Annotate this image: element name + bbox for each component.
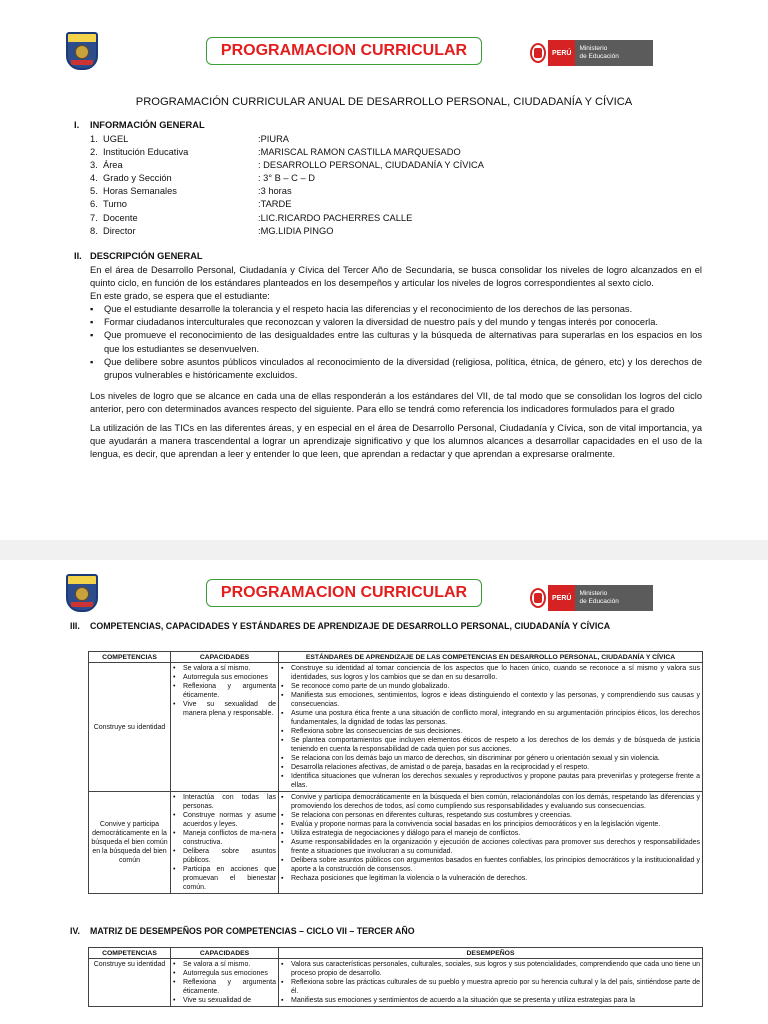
bullet-icon: •	[173, 997, 176, 1004]
info-label: 5. Horas Semanales	[90, 186, 177, 197]
table-row	[89, 959, 703, 1007]
info-row	[90, 198, 484, 211]
bullet-icon: ▪	[281, 683, 284, 690]
desempeno-item: ▪ Manifiesta sus emociones y sentimientos de acuerdo a la situación que se presenta y utiliza estrategias para la	[281, 997, 635, 1004]
capacidad-item: • Se valora a sí mismo.	[173, 665, 251, 672]
bullet-icon: ▪	[90, 317, 94, 328]
bullet-icon: ▪	[281, 764, 284, 771]
bullet-icon: ▪	[281, 794, 284, 801]
bullet-icon: ▪	[281, 812, 284, 819]
bullet-icon: ▪	[281, 857, 284, 864]
info-label: 1. UGEL	[90, 134, 129, 144]
estandar-item: ▪ Delibera sobre asuntos públicos con argumentos basados en fuentes confiables, los principios democráticos y la institucionalidad y aporte a la construcción de consensos.	[281, 857, 700, 873]
capacidad-item: • Vive su sexualidad de manera plena y responsable.	[173, 701, 276, 717]
desempenos-cell	[279, 959, 703, 1007]
capacidades-cell	[171, 792, 279, 894]
info-value: :MARISCAL RAMON CASTILLA MARQUESADO	[258, 147, 461, 158]
info-row	[90, 159, 484, 172]
bullet-icon: ▪	[281, 997, 284, 1004]
bullet-icon: ▪	[90, 330, 94, 341]
school-crest-icon	[66, 574, 98, 612]
capacidad-item: • Reflexiona y argumenta éticamente.	[173, 683, 276, 699]
section-1-title: I. INFORMACIÓN GENERAL	[74, 120, 205, 130]
col-header-desempenos: DESEMPEÑOS	[279, 948, 703, 959]
bullet-icon: ▪	[281, 773, 284, 780]
info-label: 3. Área	[90, 160, 123, 171]
col-header-capacidades: CAPACIDADES	[171, 652, 279, 663]
estandar-item: ▪ Asume una postura ética frente a una situación de conflicto moral, integrando en su argumentación principios éticos, los derechos fundamentales, la dignidad de todas las personas.	[281, 710, 700, 726]
description-para-2: Los niveles de logro que se alcance en cada una de ellas responderán a los estándares del VII, de tal modo que se consolidan los logros del ciclo anterior, pero con determinados avances respecto del siguiente. Para ello se tendrá como referencia los indicadores formulados para el grado	[90, 391, 702, 415]
bullet-icon: •	[173, 683, 176, 690]
capacidad-item: • Vive su sexualidad de	[173, 997, 251, 1004]
info-value: :TARDE	[258, 199, 292, 210]
info-label: 2. Institución Educativa	[90, 147, 189, 158]
bullet-icon: •	[173, 961, 176, 968]
info-row	[90, 172, 484, 185]
capacidad-item: • Construye normas y asume acuerdos y leyes.	[173, 812, 276, 828]
bullet-icon: ▪	[281, 875, 284, 882]
capacidad-item: • Interactúa con todas las personas.	[173, 794, 276, 810]
bullet-icon: ▪	[281, 728, 284, 735]
bullet-icon: ▪	[281, 979, 284, 986]
bullet-icon: •	[173, 830, 176, 837]
peru-shield-icon	[528, 40, 548, 66]
competencies-table	[88, 651, 703, 894]
capacidad-item: • Autorregula sus emociones	[173, 674, 268, 681]
description-intro: En el área de Desarrollo Personal, Ciudadanía y Cívica del Tercer Año de Secundaria, se busca consolidar los niveles de logro alcanzados en el quinto ciclo, en función de los estándares planteados en los desempeños y articular los niveles de logros correspondientes al sexto ciclo.	[90, 265, 702, 289]
bullet-icon: ▪	[281, 755, 284, 762]
info-row	[90, 225, 484, 238]
estandar-item: ▪ Rechaza posiciones que legitiman la violencia o la vulneración de derechos.	[281, 875, 528, 882]
estandar-item: ▪ Se relaciona con personas en diferentes culturas, respetando sus costumbres y creencias.	[281, 812, 572, 819]
desempeno-item: ▪ Valora sus características personales, culturales, sociales, sus logros y sus potencialidades, comprendiendo que cada uno tiene un proceso propio de desarrollo.	[281, 961, 700, 977]
program-banner: PROGRAMACION CURRICULAR	[206, 579, 482, 607]
bullet-icon: ▪	[281, 961, 284, 968]
description-block	[90, 264, 702, 382]
competencia-cell: Construye su identidad	[89, 959, 171, 1007]
page-gap	[0, 540, 768, 560]
bullet-icon: ▪	[281, 821, 284, 828]
info-label: 4. Grado y Sección	[90, 173, 172, 184]
bullet-icon: ▪	[90, 304, 94, 315]
estandar-item: ▪ Asume responsabilidades en la organización y ejecución de acciones colectivas para promover sus derechos y responsabilidades frente a situaciones que involucran a su comunidad.	[281, 839, 700, 855]
description-bullets	[90, 303, 702, 382]
bullet-icon: ▪	[281, 665, 284, 672]
school-crest-icon	[66, 32, 98, 70]
bullet-icon: •	[173, 979, 176, 986]
program-banner: PROGRAMACION CURRICULAR	[206, 37, 482, 65]
document-title: PROGRAMACIÓN CURRICULAR ANUAL DE DESARROLLO PERSONAL, CIUDADANÍA Y CÍVICA	[135, 96, 633, 108]
logo-ministry-text: Ministerio de Educación	[575, 40, 653, 66]
col-header-estandares: ESTÁNDARES DE APRENDIZAJE DE LAS COMPETENCIAS EN DESARROLLO PERSONAL, CIUDADANÍA Y CÍVICA	[279, 652, 703, 663]
description-lead: En este grado, se espera que el estudiante:	[90, 291, 270, 302]
competencia-cell: Convive y participa democráticamente en la búsqueda el bien común en la búsqueda del bien común	[89, 792, 171, 894]
estandar-item: ▪ Reflexiona sobre las consecuencias de sus decisiones.	[281, 728, 463, 735]
performance-matrix-table	[88, 947, 703, 1007]
bullet-icon: ▪	[90, 356, 94, 367]
bullet-icon: •	[173, 665, 176, 672]
estandar-item: ▪ Se reconoce como parte de un mundo globalizado.	[281, 683, 450, 690]
bullet-icon: ▪	[281, 737, 284, 744]
logo-ministry-text: Ministerio de Educación	[575, 585, 653, 611]
estandar-item: ▪ Identifica situaciones que vulneran los derechos sexuales y reproductivos y propone pautas para prevenirlas y protegerse frente a ellas.	[281, 773, 700, 789]
bullet-icon: ▪	[281, 830, 284, 837]
col-header-capacidades: CAPACIDADES	[171, 948, 279, 959]
info-value: :MG.LIDIA PINGO	[258, 225, 334, 236]
col-header-competencias: COMPETENCIAS	[89, 948, 171, 959]
info-row	[90, 133, 484, 146]
info-label: 6. Turno	[90, 199, 127, 210]
logo-peru-text: PERÚ	[548, 40, 575, 66]
estandar-item: ▪ Convive y participa democráticamente en la búsqueda el bien común, relacionándolas con los demás, respetando las diferencias y promoviendo los derechos de todos, así como cumpliendo sus responsabilidades y evaluando sus consecuencias.	[281, 794, 700, 810]
info-row	[90, 146, 484, 159]
info-value: :3 horas	[258, 186, 292, 197]
info-label: 7. Docente	[90, 212, 138, 223]
logo-peru-text: PERÚ	[548, 585, 575, 611]
bullet-icon: •	[173, 866, 176, 873]
bullet-icon: •	[173, 794, 176, 801]
info-value: :PIURA	[258, 134, 289, 144]
table-row	[89, 792, 703, 894]
peru-shield-icon	[528, 585, 548, 611]
ministry-logo	[528, 40, 653, 66]
ministry-logo	[528, 585, 653, 611]
section-4-title: IV. MATRIZ DE DESEMPEÑOS POR COMPETENCIAS – CICLO VII – TERCER AÑO	[70, 926, 415, 936]
info-row	[90, 212, 484, 225]
estandar-item: ▪ Desarrolla relaciones afectivas, de amistad o de pareja, basadas en la reciprocidad y el respeto.	[281, 764, 590, 771]
col-header-competencias: COMPETENCIAS	[89, 652, 171, 663]
estandar-item: ▪ Utiliza estrategia de negociaciones y diálogo para el manejo de conflictos.	[281, 830, 521, 837]
capacidad-item: • Delibera sobre asuntos públicos.	[173, 848, 276, 864]
estandar-item: ▪ Evalúa y propone normas para la convivencia social basadas en los principios democráticos y en la legislación vigente.	[281, 821, 661, 828]
estandar-item: ▪ Manifiesta sus emociones, sentimientos, logros e ideas distinguiendo el contexto y las personas, y comprendiendo sus causas y consecuencias.	[281, 692, 700, 708]
estandar-item: ▪ Se relaciona con los demás bajo un marco de derechos, sin discriminar por género u orientación sexual y sin violencia.	[281, 755, 660, 762]
estandar-item: ▪ Se plantea comportamientos que incluyen elementos éticos de respeto a los derechos de los demás y de búsqueda de justicia teniendo en cuenta la responsabilidad de cada quien por sus acciones.	[281, 737, 700, 753]
bullet-icon: •	[173, 812, 176, 819]
capacidad-item: • Maneja conflictos de ma-nera constructiva.	[173, 830, 276, 846]
section-2-title: II. DESCRIPCIÓN GENERAL	[74, 251, 203, 261]
capacidades-cell	[171, 663, 279, 792]
description-para-3: La utilización de las TICs en las diferentes áreas, y en especial en el área de Desarrollo Personal, Ciudadanía y Cívica, son de vital importancia, ya que ayudarán a manera trascendental a lograr un aprendizaje significativo y que los alumnos alcances a desarrollar capacidades en el uso de la lengua, es decir, que aprendan a leer y entender lo que leen, que aprendan a redactar y que aprendan a expresarse oralmente.	[90, 423, 702, 460]
info-row	[90, 185, 484, 198]
bullet-icon: •	[173, 674, 176, 681]
description-bullet: ▪ Formar ciudadanos interculturales que reconozcan y valoren la diversidad de nuestro país y del mundo y tengas interés por conocerla.	[90, 316, 702, 329]
info-value: :LIC.RICARDO PACHERRES CALLE	[258, 212, 413, 223]
estandares-cell	[279, 792, 703, 894]
capacidades-cell	[171, 959, 279, 1007]
info-value: : 3° B – C – D	[258, 173, 315, 184]
bullet-icon: •	[173, 848, 176, 855]
capacidad-item: • Participa en acciones que promuevan el bienestar común.	[173, 866, 276, 891]
info-label: 8. Director	[90, 225, 136, 236]
estandares-cell	[279, 663, 703, 792]
bullet-icon: •	[173, 970, 176, 977]
general-info-list	[90, 133, 484, 238]
document-page-2	[0, 560, 768, 1024]
bullet-icon: •	[173, 701, 176, 708]
bullet-icon: ▪	[281, 710, 284, 717]
capacidad-item: • Reflexiona y argumenta éticamente.	[173, 979, 276, 995]
description-bullet: ▪ Que delibere sobre asuntos públicos vinculados al reconocimiento de la diversidad (religiosa, política, étnica, de género, etc) y los derechos de grupos vulnerables e históricamente excluidos.	[90, 356, 702, 382]
competencia-cell: Construye su identidad	[89, 663, 171, 792]
capacidad-item: • Se valora a sí mismo.	[173, 961, 251, 968]
bullet-icon: ▪	[281, 692, 284, 699]
estandar-item: ▪ Construye su identidad al tomar conciencia de los aspectos que lo hacen único, cuando se reconoce a sí mismo y valora sus identidades, sus logros y los cambios que se dan en su desarrollo.	[281, 665, 700, 681]
bullet-icon: ▪	[281, 839, 284, 846]
info-value: : DESARROLLO PERSONAL, CIUDADANÍA Y CÍVICA	[258, 160, 484, 171]
capacidad-item: • Autorregula sus emociones	[173, 970, 268, 977]
table-row	[89, 663, 703, 792]
description-bullet: ▪ Que promueve el reconocimiento de las desigualdades entre las culturas y la búsqueda de alternativas para superarlas en los espacios en los que los estudiantes se desenvuelven.	[90, 329, 702, 355]
description-bullet: ▪ Que el estudiante desarrolle la tolerancia y el respeto hacia las diferencias y el reconocimiento de los derechos de las personas.	[90, 303, 702, 316]
desempeno-item: ▪ Reflexiona sobre las prácticas culturales de su pueblo y muestra aprecio por su herencia cultural y la del país, sintiéndose parte de él.	[281, 979, 700, 995]
section-3-title: III. COMPETENCIAS, CAPACIDADES Y ESTÁNDARES DE APRENDIZAJE DE DESARROLLO PERSONAL, CIUDADANÍA Y CÍVICA	[70, 621, 611, 631]
